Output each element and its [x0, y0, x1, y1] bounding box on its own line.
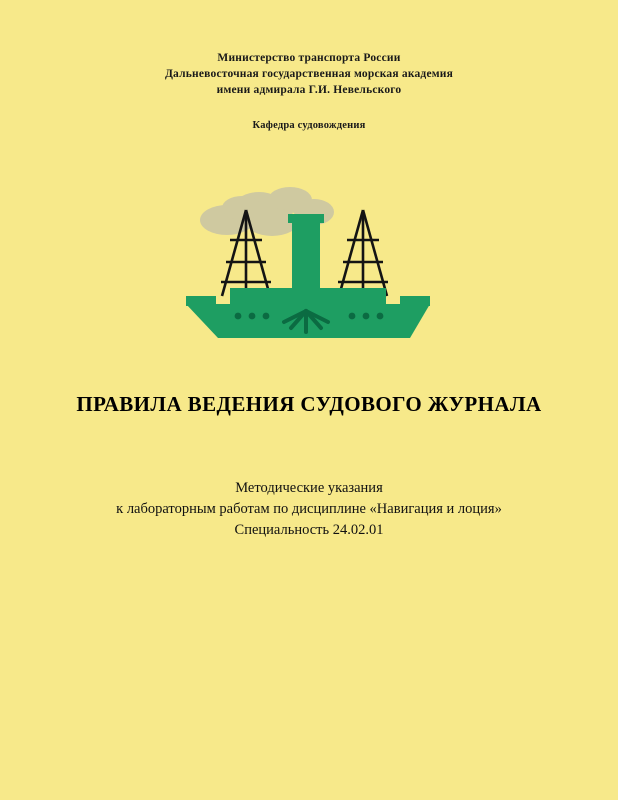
subtitle-line-1: Методические указания: [235, 480, 383, 496]
emblem-container: [0, 170, 618, 340]
steamship-emblem-icon: [164, 170, 454, 340]
department-line: Кафедра судовождения: [252, 120, 366, 131]
organization-line-1: Министерство транспорта России: [217, 52, 401, 64]
subtitle-line-3: Специальность 24.02.01: [234, 522, 384, 538]
cover-subtitle: [0, 478, 618, 541]
subtitle-line-2: к лабораторным работам по дисциплине «Навигация и лоция»: [116, 501, 502, 517]
organization-line-3: имени адмирала Г.И. Невельского: [216, 84, 402, 96]
page-title: ПРАВИЛА ВЕДЕНИЯ СУДОВОГО ЖУРНАЛА: [76, 392, 542, 416]
cover-header: [0, 50, 618, 131]
organization-line-2: Дальневосточная государственная морская академия: [164, 68, 454, 80]
